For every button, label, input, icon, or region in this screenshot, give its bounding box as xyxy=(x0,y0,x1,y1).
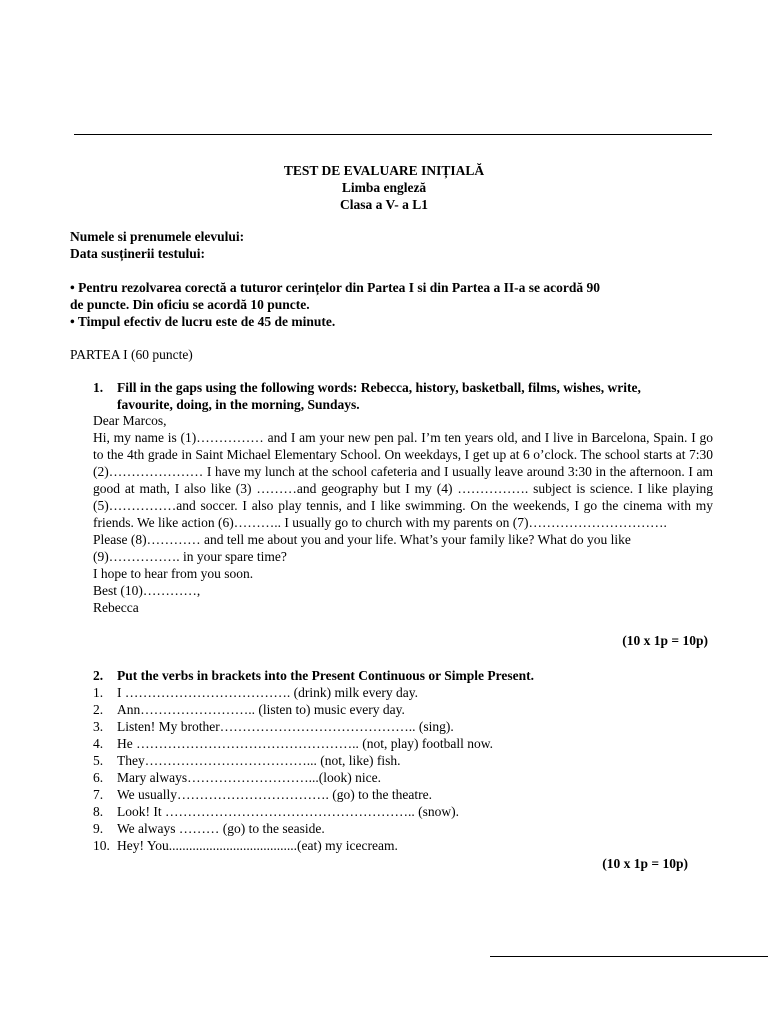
exercise2-number: 2. xyxy=(93,668,104,683)
letter-paragraph-2: Please (8)………… and tell me about you and your life. What’s your family like? What do you like (9)……………. in your spare time? xyxy=(93,532,631,564)
test-title: TEST DE EVALUARE INIȚIALĂ xyxy=(283,163,485,178)
list-item xyxy=(93,701,493,718)
list-item xyxy=(93,684,493,701)
class-label: Clasa a V- a L1 xyxy=(339,197,428,212)
bottom-divider xyxy=(490,956,768,957)
exercise2-instruction xyxy=(93,667,534,684)
letter-text xyxy=(93,412,713,616)
item-number: 5. xyxy=(93,753,104,768)
letter-closing-1: I hope to hear from you soon. xyxy=(93,566,254,581)
top-divider xyxy=(74,134,712,135)
rule-points-line2: de puncte. Din oficiu se acordă 10 puncte. xyxy=(70,297,310,312)
exercise1-score: (10 x 1p = 10p) xyxy=(622,633,708,648)
test-rules xyxy=(70,279,710,330)
exercise1-number: 1. xyxy=(93,380,104,395)
list-item xyxy=(93,820,493,837)
exercise1-instruction xyxy=(93,379,693,413)
item-text: Ann…………………….. (listen to) music every day. xyxy=(117,702,405,717)
item-number: 3. xyxy=(93,719,104,734)
list-item xyxy=(93,718,493,735)
item-text: We usually……………………………. (go) to the theatre. xyxy=(117,787,432,802)
item-text: Look! It ……………………………………………….. (snow). xyxy=(117,804,459,819)
item-number: 9. xyxy=(93,821,104,836)
item-text: Listen! My brother…………………………………….. (sing). xyxy=(117,719,454,734)
test-header xyxy=(0,162,768,213)
item-number: 8. xyxy=(93,804,104,819)
item-text: He ………………………………………….. (not, play) football now. xyxy=(117,736,493,751)
list-item xyxy=(93,837,493,854)
item-text: Hey! You......................................(eat) my icecream. xyxy=(117,838,398,853)
student-info xyxy=(70,228,244,262)
item-number: 2. xyxy=(93,702,104,717)
list-item xyxy=(93,769,493,786)
item-number: 6. xyxy=(93,770,104,785)
item-number: 10. xyxy=(93,838,110,853)
item-text: Mary always………………………...(look) nice. xyxy=(117,770,381,785)
list-item xyxy=(93,786,493,803)
item-text: I ………………………………. (drink) milk every day. xyxy=(117,685,418,700)
item-text: We always ……… (go) to the seaside. xyxy=(117,821,325,836)
item-number: 1. xyxy=(93,685,104,700)
item-number: 4. xyxy=(93,736,104,751)
item-number: 7. xyxy=(93,787,104,802)
exercise2-score: (10 x 1p = 10p) xyxy=(602,856,688,871)
letter-signature: Rebecca xyxy=(93,600,139,615)
letter-closing-2: Best (10)…………, xyxy=(93,583,201,598)
item-text: They………………………………... (not, like) fish. xyxy=(117,753,401,768)
subject-label: Limba engleză xyxy=(341,180,427,195)
letter-paragraph-1: Hi, my name is (1)…………… and I am your new pen pal. I’m ten years old, and I live in Barcelona, Spain. I go to the 4th grade in Saint Michael Elementary School. On weekdays, I get up at 6 o’clock. The school starts at 7:30 (2)………………… I have my lunch at the school cafeteria and I usually leave around 3:30 in the afternoon. I am good at math, I also like (3) ………and geography but I my (4) ……………. subject is science. I like playing (5)……………and soccer. I also play tennis, and I like swimming. On the weekends, I go the cinema with my friends. We like action (6)……….. I usually go to church with my parents on (7)…………………………. xyxy=(93,430,713,530)
letter-greeting: Dear Marcos, xyxy=(93,413,167,428)
exercise2-instruction-text: Put the verbs in brackets into the Present Continuous or Simple Present. xyxy=(117,668,534,683)
list-item xyxy=(93,735,493,752)
rule-points-line1: • Pentru rezolvarea corectă a tuturor cerințelor din Partea I si din Partea a II-a se acordă 90 xyxy=(70,280,600,295)
list-item xyxy=(93,803,493,820)
rule-time: • Timpul efectiv de lucru este de 45 de minute. xyxy=(70,314,336,329)
part1-title: PARTEA I (60 puncte) xyxy=(70,347,193,362)
exercise1-instruction-text: Fill in the gaps using the following words: Rebecca, history, basketball, films, wishes, write, favourite, doing, in the morning, Sundays. xyxy=(117,380,641,412)
list-item xyxy=(93,752,493,769)
exam-date-label: Data susținerii testului: xyxy=(70,246,205,261)
exercise2-list xyxy=(93,684,493,854)
student-name-label: Numele si prenumele elevului: xyxy=(70,229,245,244)
